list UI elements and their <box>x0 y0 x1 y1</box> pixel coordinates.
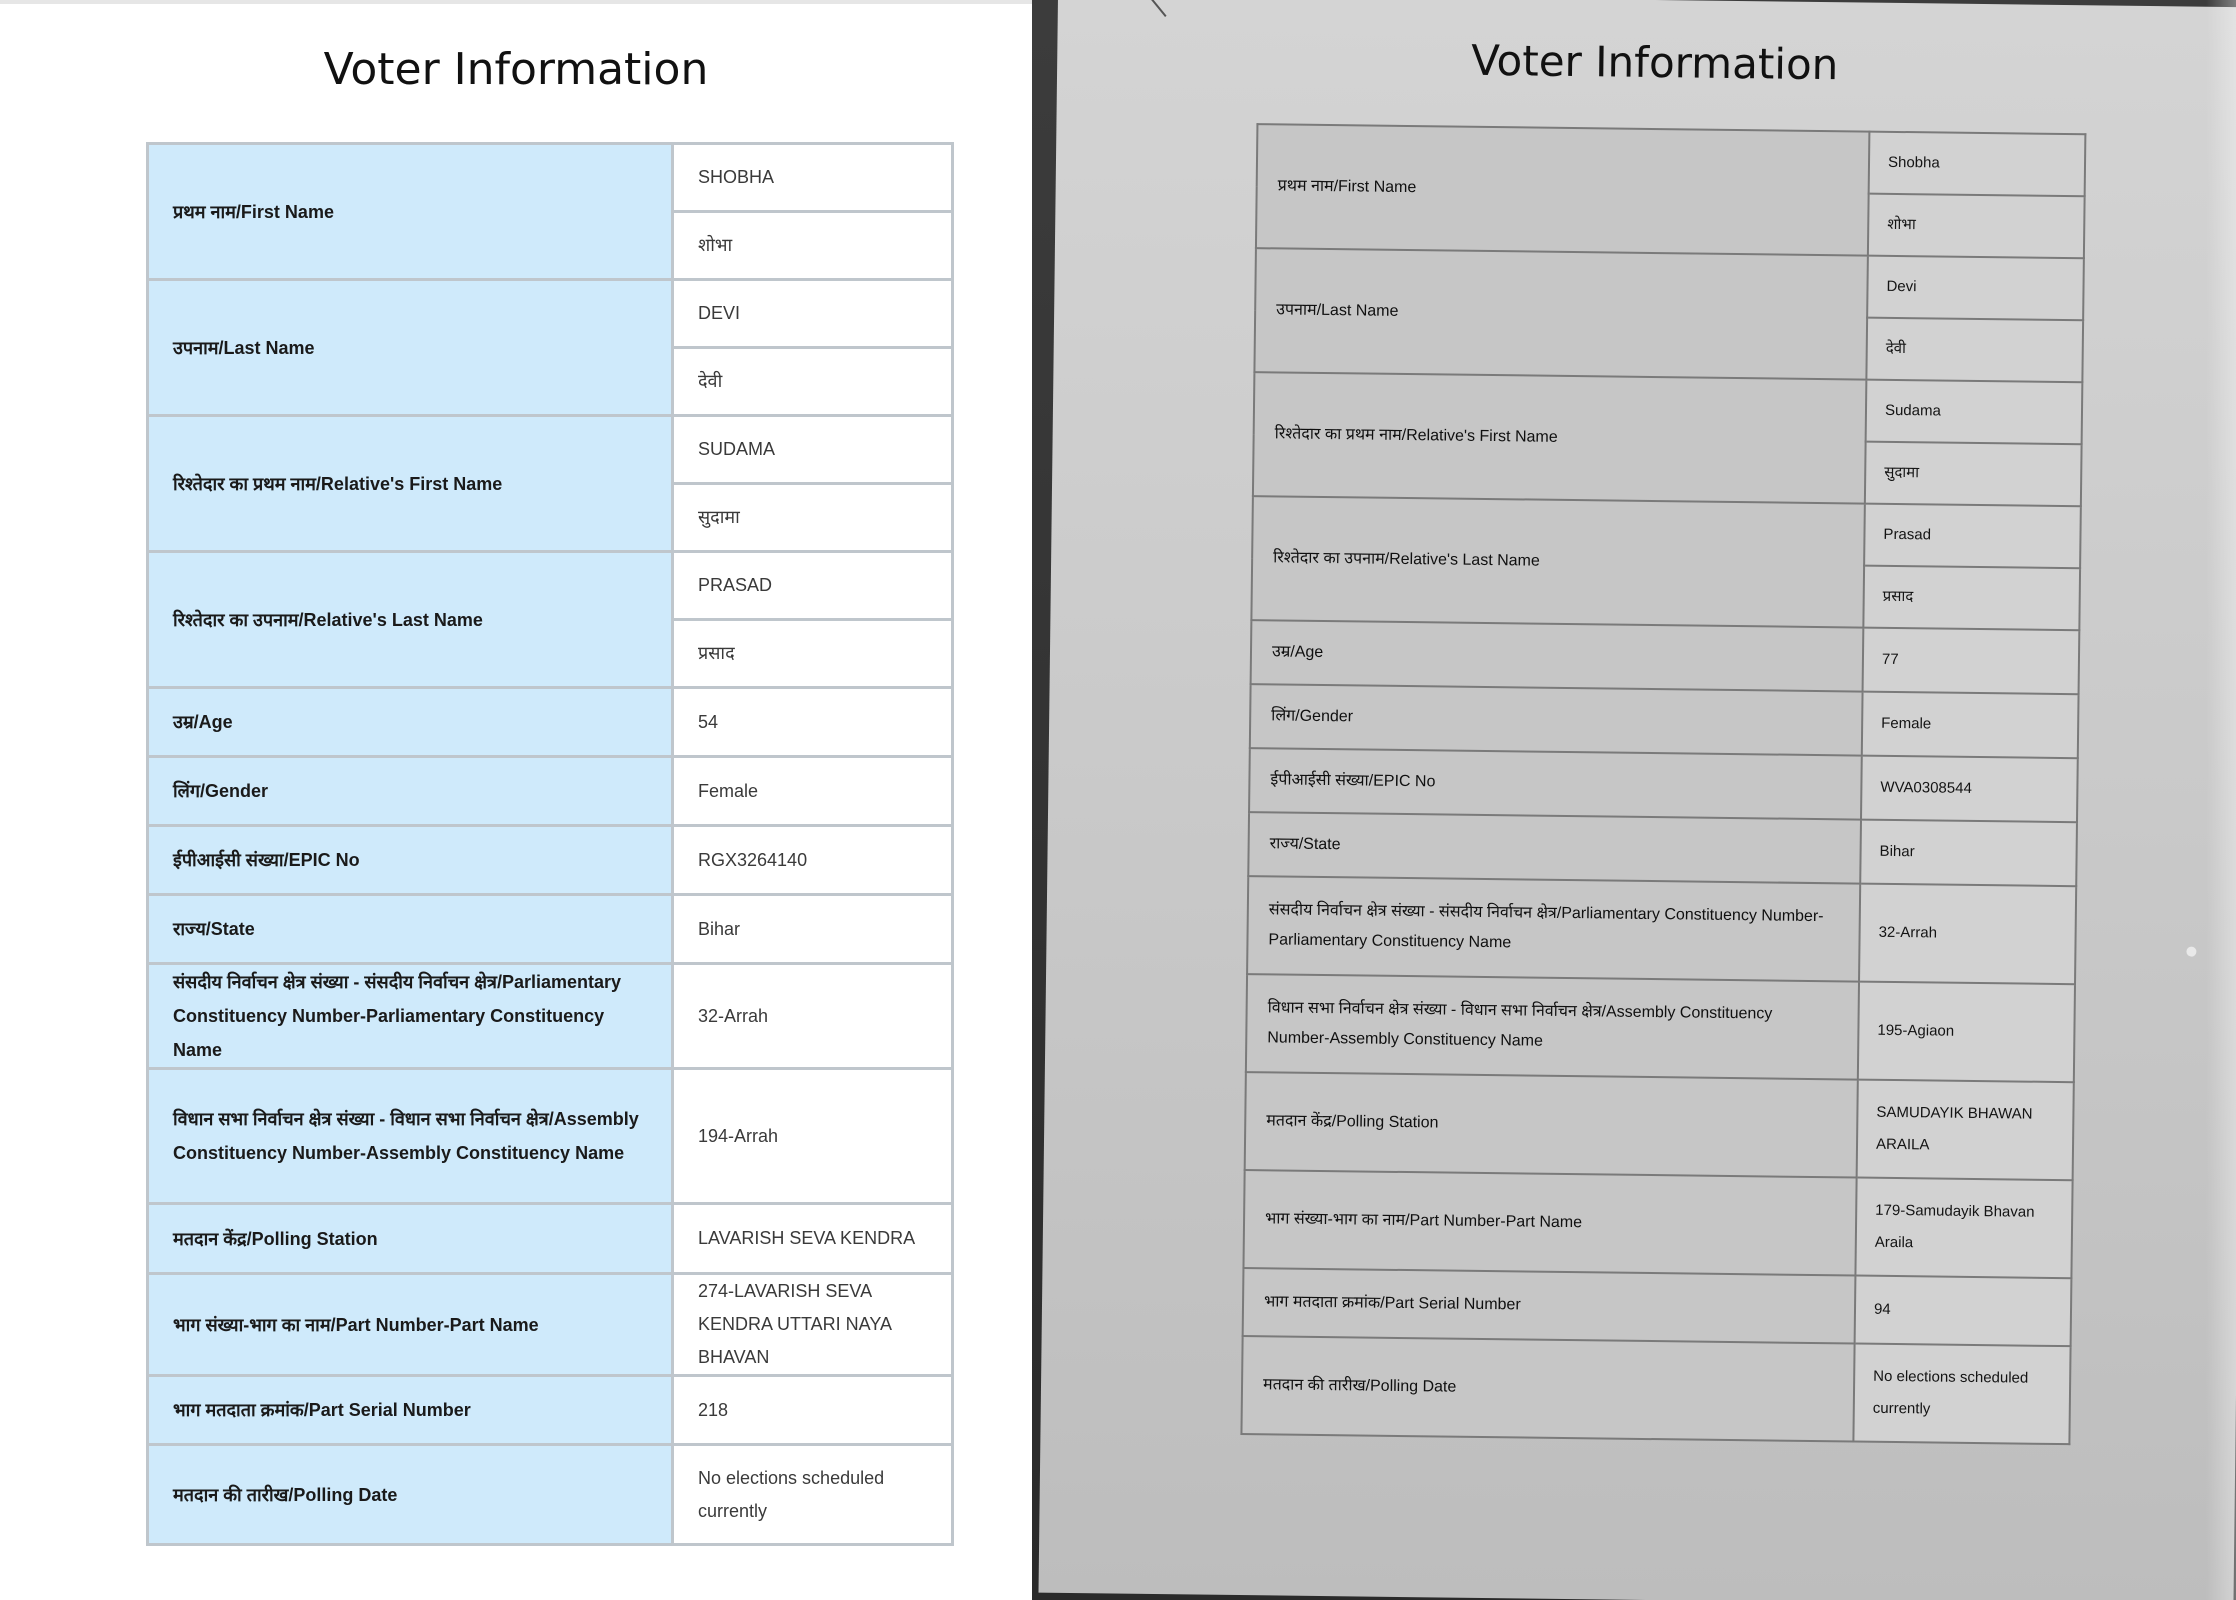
paper-crease <box>1146 0 1167 17</box>
right-panel-printed-photo <box>1032 0 2236 1600</box>
field-value: Bihar <box>1860 820 2077 887</box>
field-label: राज्य/State <box>148 895 673 964</box>
table-row <box>1243 1268 2072 1346</box>
field-value: WVA0308544 <box>1861 756 2078 823</box>
field-value: शोभा <box>1868 194 2085 259</box>
field-value: शोभा <box>673 212 953 280</box>
field-value: Female <box>673 757 953 826</box>
edge-sheen <box>2206 0 2236 1600</box>
field-value: Shobha <box>1869 132 2086 197</box>
field-label: संसदीय निर्वाचन क्षेत्र संख्या - संसदीय निर्वाचन क्षेत्र/Parliamentary Constituency Number-Parliamentary Constituency Name <box>1247 876 1860 981</box>
table-row <box>148 1445 953 1545</box>
table-row <box>1254 372 2083 444</box>
field-value: SHOBHA <box>673 144 953 212</box>
table-row <box>148 144 953 212</box>
table-row <box>1241 1336 2070 1444</box>
table-row <box>148 895 953 964</box>
field-value: No elections scheduled currently <box>673 1445 953 1545</box>
field-value: 94 <box>1855 1276 2072 1347</box>
table-row <box>1257 124 2086 196</box>
field-label: भाग संख्या-भाग का नाम/Part Number-Part Name <box>148 1274 673 1376</box>
field-value: LAVARISH SEVA KENDRA <box>673 1204 953 1274</box>
left-panel-web-screenshot <box>0 0 1032 1600</box>
table-row <box>1255 248 2084 320</box>
field-value: सुदामा <box>673 484 953 552</box>
field-label: उपनाम/Last Name <box>1254 248 1867 379</box>
field-value: 77 <box>1863 628 2080 695</box>
field-value: 274-LAVARISH SEVA KENDRA UTTARI NAYA BHAVAN <box>673 1274 953 1376</box>
field-label: विधान सभा निर्वाचन क्षेत्र संख्या - विधान सभा निर्वाचन क्षेत्र/Assembly Constituency Number-Assembly Constituency Name <box>1246 974 1859 1079</box>
field-value: PRASAD <box>673 552 953 620</box>
field-value: 32-Arrah <box>673 964 953 1069</box>
table-row <box>148 416 953 484</box>
field-label: लिंग/Gender <box>148 757 673 826</box>
voter-info-table <box>1240 123 2086 1445</box>
table-row <box>148 757 953 826</box>
field-label: भाग संख्या-भाग का नाम/Part Number-Part Name <box>1243 1170 1856 1275</box>
page-title: Voter Information <box>1470 35 1839 90</box>
page-title: Voter Information <box>323 44 709 95</box>
field-value: Devi <box>1867 256 2084 321</box>
paper-sheet <box>1038 0 2236 1600</box>
field-value: देवी <box>1866 318 2083 383</box>
field-value: SAMUDAYIK BHAWAN ARAILA <box>1857 1080 2074 1181</box>
table-row <box>1250 684 2079 758</box>
field-label: राज्य/State <box>1248 812 1861 883</box>
table-row <box>148 826 953 895</box>
field-label: भाग मतदाता क्रमांक/Part Serial Number <box>1243 1268 1856 1343</box>
field-value: 54 <box>673 688 953 757</box>
paper-smudge <box>2186 947 2196 957</box>
field-label: ईपीआईसी संख्या/EPIC No <box>148 826 673 895</box>
field-label: विधान सभा निर्वाचन क्षेत्र संख्या - विधान सभा निर्वाचन क्षेत्र/Assembly Constituency Number-Assembly Constituency Name <box>148 1069 673 1204</box>
field-value: देवी <box>673 348 953 416</box>
table-row <box>1248 812 2077 886</box>
field-value: Bihar <box>673 895 953 964</box>
field-label: रिश्तेदार का प्रथम नाम/Relative's First Name <box>148 416 673 552</box>
field-label: मतदान की तारीख/Polling Date <box>1241 1336 1854 1441</box>
table-row <box>1251 620 2080 694</box>
field-label: उपनाम/Last Name <box>148 280 673 416</box>
table-row <box>1243 1170 2072 1278</box>
table-row <box>148 552 953 620</box>
table-row <box>148 688 953 757</box>
field-value: No elections scheduled currently <box>1853 1344 2070 1445</box>
field-value: प्रसाद <box>1863 566 2080 631</box>
field-label: रिश्तेदार का प्रथम नाम/Relative's First Name <box>1253 372 1866 503</box>
table-row <box>148 1069 953 1204</box>
field-value: Prasad <box>1864 504 2081 569</box>
field-value: प्रसाद <box>673 620 953 688</box>
field-value: Female <box>1862 692 2079 759</box>
field-value: Sudama <box>1866 380 2083 445</box>
table-row <box>148 964 953 1069</box>
field-label: प्रथम नाम/First Name <box>148 144 673 280</box>
field-value: 179-Samudayik Bhavan Araila <box>1855 1178 2072 1279</box>
table-row <box>1245 1072 2074 1180</box>
field-value: SUDAMA <box>673 416 953 484</box>
field-label: रिश्तेदार का उपनाम/Relative's Last Name <box>1251 496 1864 627</box>
field-label: उम्र/Age <box>1251 620 1864 691</box>
field-value: 32-Arrah <box>1859 884 2076 985</box>
field-value: DEVI <box>673 280 953 348</box>
table-row <box>1246 974 2075 1082</box>
table-row <box>148 280 953 348</box>
field-value: RGX3264140 <box>673 826 953 895</box>
field-value: 194-Arrah <box>673 1069 953 1204</box>
table-row <box>1247 876 2076 984</box>
field-label: ईपीआईसी संख्या/EPIC No <box>1249 748 1862 819</box>
table-row <box>148 1274 953 1376</box>
field-value: सुदामा <box>1865 442 2082 507</box>
field-value: 218 <box>673 1376 953 1445</box>
field-label: संसदीय निर्वाचन क्षेत्र संख्या - संसदीय निर्वाचन क्षेत्र/Parliamentary Constituency Number-Parliamentary Constituency Name <box>148 964 673 1069</box>
field-label: मतदान की तारीख/Polling Date <box>148 1445 673 1545</box>
table-row <box>1249 748 2078 822</box>
field-label: मतदान केंद्र/Polling Station <box>148 1204 673 1274</box>
field-label: प्रथम नाम/First Name <box>1256 124 1869 255</box>
field-label: लिंग/Gender <box>1250 684 1863 755</box>
table-row <box>148 1204 953 1274</box>
voter-info-table <box>146 142 954 1546</box>
table-row <box>148 1376 953 1445</box>
field-label: भाग मतदाता क्रमांक/Part Serial Number <box>148 1376 673 1445</box>
field-label: मतदान केंद्र/Polling Station <box>1245 1072 1858 1177</box>
field-label: रिश्तेदार का उपनाम/Relative's Last Name <box>148 552 673 688</box>
table-row <box>1252 496 2081 568</box>
field-label: उम्र/Age <box>148 688 673 757</box>
field-value: 195-Agiaon <box>1858 982 2075 1083</box>
